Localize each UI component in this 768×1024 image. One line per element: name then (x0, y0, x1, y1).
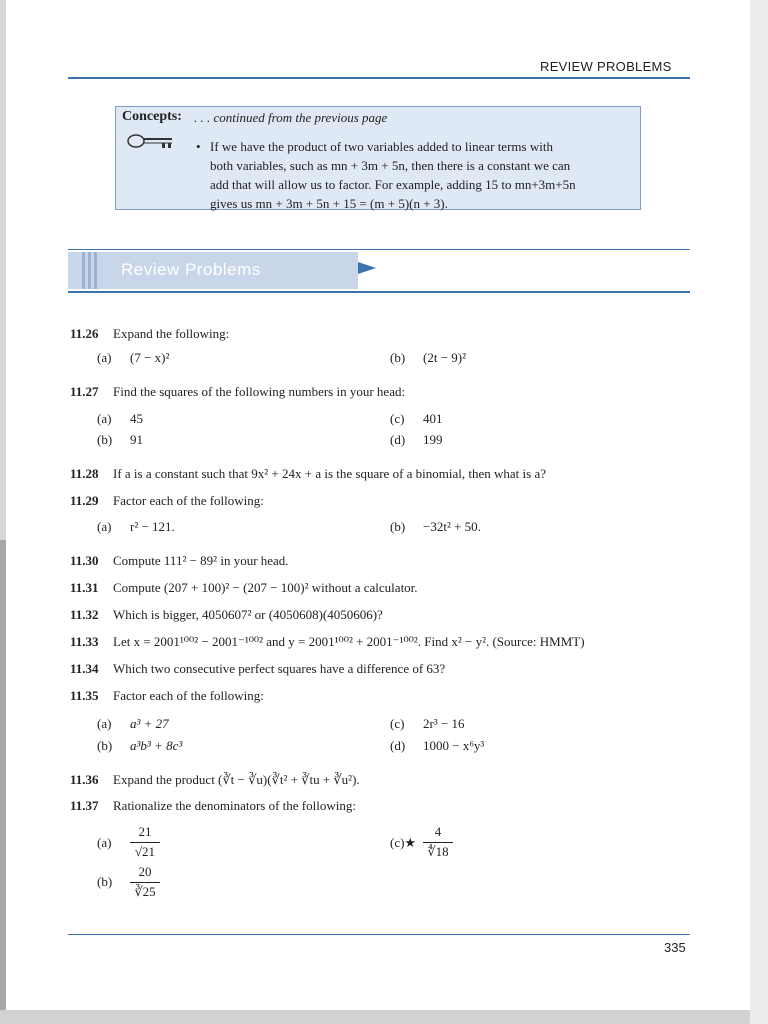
page-number: 335 (664, 940, 686, 955)
part-label: (b) (97, 738, 113, 753)
problem-number: 11.32 (70, 607, 99, 622)
part-label: (a) (97, 716, 112, 731)
problem-text: Compute 111² − 89² in your head. (113, 553, 289, 568)
banner-stripe (82, 252, 85, 289)
concepts-line: both variables, such as mn + 3m + 5n, then there is a constant we can (210, 158, 571, 173)
right-page-edge (750, 0, 768, 1024)
problem-number: 11.28 (70, 466, 99, 481)
problem-text: Factor each of the following: (113, 493, 264, 508)
banner-stripe (88, 252, 91, 289)
part-label: (c) (390, 716, 405, 731)
part-expression: 45 (130, 411, 143, 426)
fraction-denominator: ∛25 (134, 884, 156, 899)
problem-number: 11.34 (70, 661, 99, 676)
bottom-shadow (0, 1010, 750, 1024)
fraction-denominator: ∜18 (427, 844, 449, 859)
problem-text: If a is a constant such that 9x² + 24x + a is the square of a binomial, then what is a? (113, 466, 547, 481)
part-label: (c) (390, 411, 405, 426)
concepts-text (196, 137, 636, 213)
problem-text: Find the squares of the following numbers in your head: (113, 384, 406, 399)
part-label: (b) (97, 874, 113, 889)
part-label: (d) (390, 738, 406, 753)
part-label: (a) (97, 519, 112, 534)
footer-rule (68, 934, 690, 935)
problem-number: 11.37 (70, 798, 99, 813)
banner-stripe (94, 252, 97, 289)
part-expression: −32t² + 50. (423, 519, 481, 534)
part-expression: 2r³ − 16 (423, 716, 465, 731)
key-icon (126, 131, 176, 151)
problem-number: 11.29 (70, 493, 99, 508)
fraction-numerator: 4 (434, 824, 442, 839)
problem-number: 11.27 (70, 384, 99, 399)
problem-number: 11.33 (70, 634, 99, 649)
part-label: (a) (97, 350, 112, 365)
problem-text: Factor each of the following: (113, 688, 264, 703)
part-label: (b) (390, 350, 406, 365)
bullet-mark: • (196, 139, 201, 154)
banner-arrow-icon (358, 262, 376, 274)
part-label: (a) (97, 411, 112, 426)
part-expression: (7 − x)² (130, 350, 170, 365)
problem-text: Rationalize the denominators of the following: (113, 798, 356, 813)
fraction (130, 864, 160, 900)
part-expression: 401 (423, 411, 443, 426)
concepts-title: Concepts: (122, 109, 182, 124)
problem-text: Which two consecutive perfect squares have a difference of 63? (113, 661, 446, 676)
section-title: Review Problems (121, 260, 261, 279)
running-header: REVIEW PROBLEMS (540, 59, 672, 74)
fraction-denominator: √21 (134, 844, 156, 859)
problem-text: Expand the following: (113, 326, 230, 341)
section-banner (68, 252, 358, 289)
part-expression: a³b³ + 8c³ (130, 738, 183, 753)
fraction-bar (130, 882, 160, 883)
part-label: (c)★ (390, 835, 417, 850)
part-expression: r² − 121. (130, 519, 175, 534)
concepts-continued-note: . . . continued from the previous page (194, 110, 388, 125)
part-expression: a³ + 27 (130, 716, 169, 731)
concepts-line: If we have the product of two variables added to linear terms with (210, 139, 553, 154)
problem-number: 11.30 (70, 553, 99, 568)
fraction (130, 824, 160, 860)
fraction-bar (423, 842, 453, 843)
part-label: (d) (390, 432, 406, 447)
banner-bottom-rule (68, 291, 690, 293)
problem-number: 11.35 (70, 688, 99, 703)
concepts-line: add that will allow us to factor. For example, adding 15 to mn+3m+5n (210, 177, 576, 192)
problem-number: 11.26 (70, 326, 99, 341)
banner-top-rule (68, 249, 690, 250)
concepts-box (115, 106, 641, 210)
fraction-numerator: 20 (138, 864, 152, 879)
problem-text: Expand the product (∛t − ∛u)(∛t² + ∛tu + ∛u²). (113, 772, 360, 787)
part-expression: 91 (130, 432, 143, 447)
part-expression: 1000 − x⁶y³ (423, 738, 485, 753)
part-label: (b) (97, 432, 113, 447)
problem-text: Compute (207 + 100)² − (207 − 100)² without a calculator. (113, 580, 418, 595)
fraction (423, 824, 453, 860)
problem-text: Let x = 2001¹⁰⁰² − 2001⁻¹⁰⁰² and y = 2001¹⁰⁰² + 2001⁻¹⁰⁰². Find x² − y². (Source: HMMT) (113, 634, 585, 649)
part-label: (b) (390, 519, 406, 534)
header-rule (68, 77, 690, 79)
fraction-numerator: 21 (138, 824, 152, 839)
fraction-bar (130, 842, 160, 843)
part-label: (a) (97, 835, 112, 850)
concepts-line: gives us mn + 3m + 5n + 15 = (m + 5)(n + 3). (210, 196, 448, 211)
part-expression: 199 (423, 432, 443, 447)
part-expression: (2t − 9)² (423, 350, 466, 365)
problem-number: 11.31 (70, 580, 99, 595)
problem-number: 11.36 (70, 772, 99, 787)
problem-text: Which is bigger, 4050607² or (4050608)(4050606)? (113, 607, 383, 622)
